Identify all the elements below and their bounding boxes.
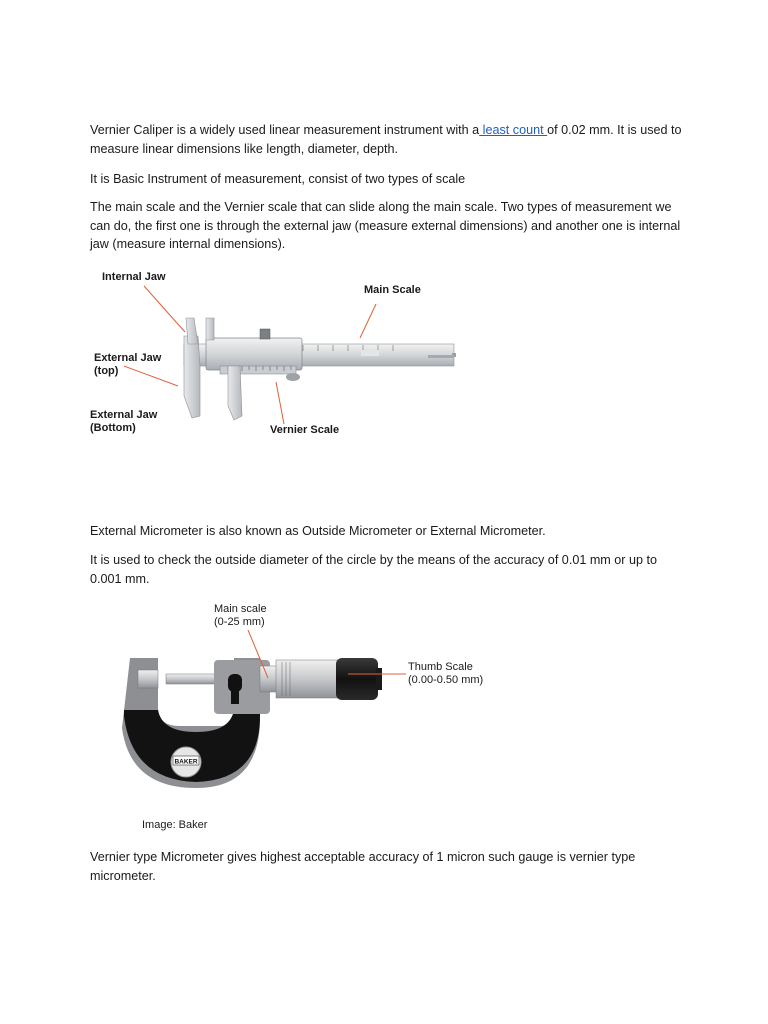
intro-text-start: Vernier Caliper is a widely used linear measurement instrument with a (90, 123, 480, 137)
basic-instrument-paragraph: It is Basic Instrument of measurement, consist of two types of scale (90, 172, 466, 186)
label-external-jaw-bottom-line1: External Jaw (90, 409, 158, 421)
intro-text-end: of 0.02 mm. It is used to measure linear dimensions like length, diameter, depth. (90, 123, 682, 156)
micrometer-label-arrows (110, 598, 510, 808)
label-micrometer-main-scale (214, 603, 267, 629)
label-thumb-scale-line2: (0.00-0.50 mm) (408, 674, 484, 686)
image-caption: Image: Baker (142, 819, 208, 831)
label-thumb-scale-line1: Thumb Scale (408, 661, 473, 673)
label-external-jaw-bottom (90, 409, 157, 435)
micrometer-figure (110, 598, 510, 838)
label-vernier-scale: Vernier Scale (270, 424, 340, 436)
label-external-jaw-top-line1: External Jaw (94, 352, 162, 364)
label-main-scale: Main Scale (364, 284, 421, 296)
least-count-link[interactable]: least count (479, 123, 548, 137)
label-external-jaw-top-line2: (top) (94, 365, 119, 377)
intro-paragraph (90, 121, 690, 158)
label-external-jaw-top (94, 352, 161, 378)
scales-paragraph: The main scale and the Vernier scale that can slide along the main scale. Two types of measurement we can do, the first one is through the external jaw (measure external dimensions) and another one is internal jaw (measure internal dimensions). (90, 200, 681, 251)
label-main-scale-line1: Main scale (214, 603, 267, 615)
brand-logo-text: BAKER (174, 758, 198, 766)
label-external-jaw-bottom-line2: (Bottom) (90, 422, 136, 434)
label-internal-jaw: Internal Jaw (102, 271, 166, 283)
vernier-caliper-figure (88, 266, 468, 446)
accuracy-paragraph: It is used to check the outside diameter of the circle by the means of the accuracy of 0.01 mm or up to 0.001 mm. (90, 553, 658, 586)
external-micrometer-paragraph: External Micrometer is also known as Outside Micrometer or External Micrometer. (90, 524, 546, 538)
label-main-scale-line2: (0-25 mm) (214, 616, 265, 628)
label-thumb-scale (408, 661, 483, 687)
vernier-micrometer-paragraph: Vernier type Micrometer gives highest acceptable accuracy of 1 micron such gauge is vernier type micrometer. (90, 850, 636, 883)
